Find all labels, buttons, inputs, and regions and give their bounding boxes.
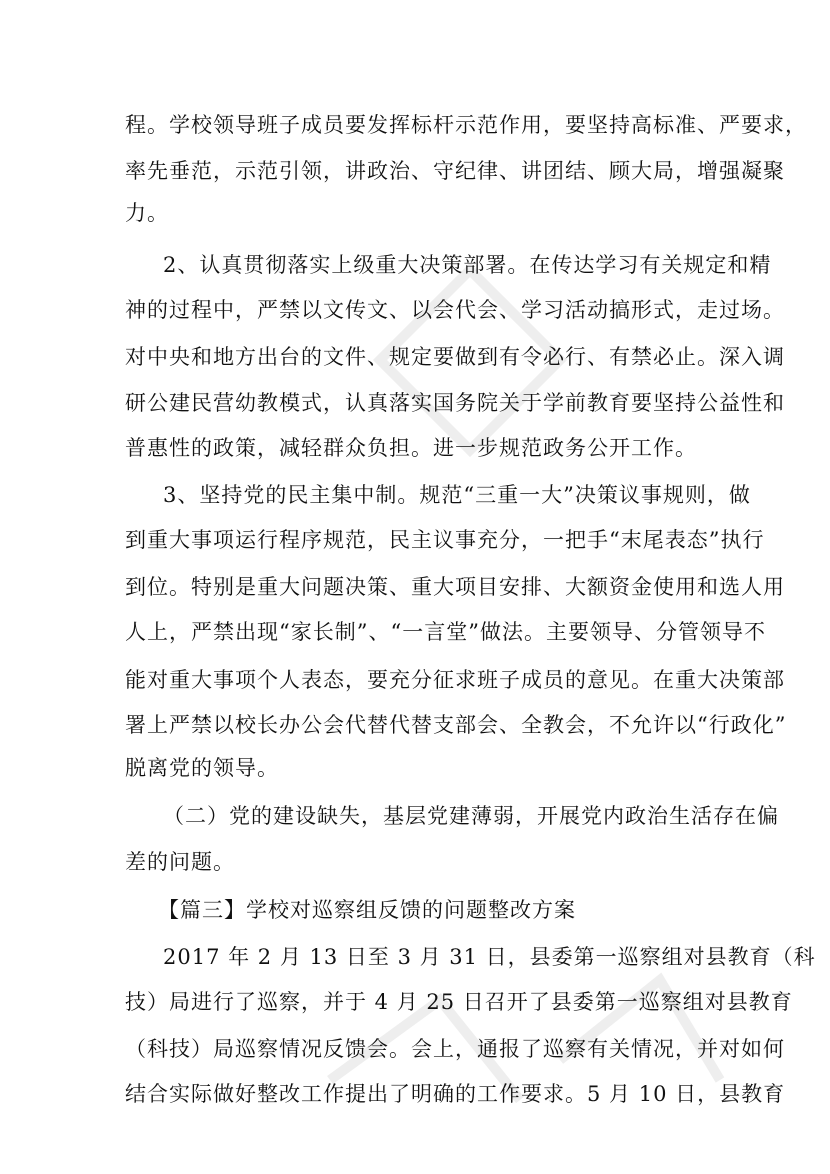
text-line: 神的过程中，严禁以文传文、以会代会、学习活动搞形式，走过场。: [125, 298, 785, 322]
text-line: 率先垂范，示范引领，讲政治、守纪律、讲团结、顾大局，增强凝聚: [125, 159, 785, 183]
text-line: 普惠性的政策，减轻群众负担。进一步规范政务公开工作。: [125, 436, 697, 460]
text-line: 力。: [125, 201, 169, 225]
text-line: 署上严禁以校长办公会代替代替支部会、全教会，不允许以“行政化”: [125, 713, 787, 737]
text-line: 程。学校领导班子成员要发挥标杆示范作用，要坚持高标准、严要求，: [125, 113, 807, 137]
text-line: 结合实际做好整改工作提出了明确的工作要求。5 月 10 日，县教育: [125, 1082, 786, 1106]
text-line: 到重大事项运行程序规范，民主议事充分，一把手“末尾表态”执行: [125, 528, 765, 552]
text-line: 技）局进行了巡察，并于 4 月 25 日召开了县委第一巡察组对县教育: [125, 990, 793, 1014]
text-line: 能对重大事项个人表态，要充分征求班子成员的意见。在重大决策部: [125, 668, 785, 692]
text-line: 差的问题。: [125, 850, 235, 874]
text-line: 到位。特别是重大问题决策、重大项目安排、大额资金使用和选人用: [125, 575, 785, 599]
text-line: （二）党的建设缺失，基层党建薄弱，开展党内政治生活存在偏: [163, 804, 779, 828]
section-heading: 【篇三】学校对巡察组反馈的问题整改方案: [158, 898, 576, 922]
text-line: 脱离党的领导。: [125, 756, 279, 780]
text-line: 2、认真贯彻落实上级重大决策部署。在传达学习有关规定和精: [163, 253, 772, 277]
text-line: 对中央和地方出台的文件、规定要做到有令必行、有禁必止。深入调: [125, 345, 785, 369]
text-line: 研公建民营幼教模式，认真落实国务院关于学前教育要坚持公益性和: [125, 391, 785, 415]
text-line: （科技）局巡察情况反馈会。会上，通报了巡察有关情况，并对如何: [125, 1037, 785, 1061]
text-line: 3、坚持党的民主集中制。规范“三重一大”决策议事规则，做: [163, 483, 751, 507]
text-line: 人上，严禁出现“家长制”、“一言堂”做法。主要领导、分管领导不: [125, 620, 766, 644]
text-line: 2017 年 2 月 13 日至 3 月 31 日，县委第一巡察组对县教育（科: [163, 945, 816, 969]
